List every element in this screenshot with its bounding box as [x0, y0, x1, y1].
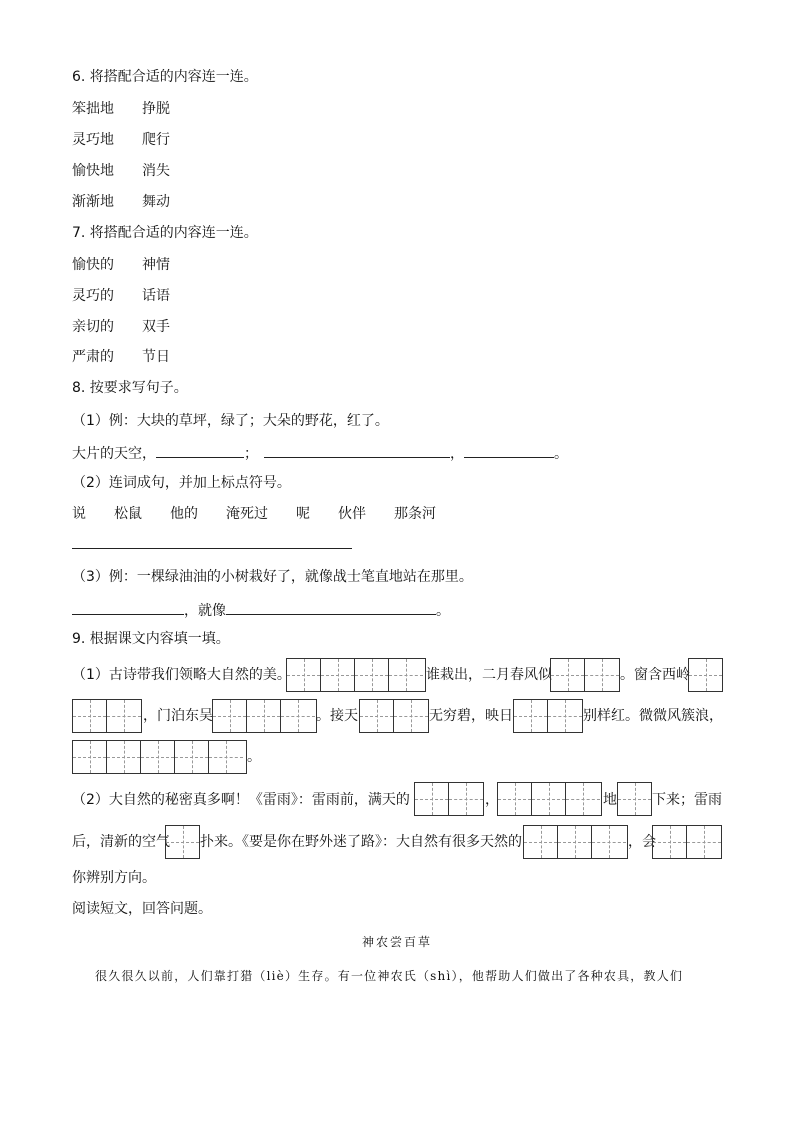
answer-blank[interactable]: [264, 443, 450, 458]
reading-intro: 阅读短文，回答问题。: [72, 901, 212, 917]
q9-text: 下来；雷雨: [652, 792, 722, 808]
char-grid[interactable]: [286, 658, 426, 692]
char-grid[interactable]: [617, 782, 652, 816]
char-grid[interactable]: [72, 740, 247, 774]
q7-pair: [72, 287, 170, 305]
word-chip: 松鼠: [114, 506, 142, 522]
q6-pair: [72, 193, 170, 211]
char-grid[interactable]: [165, 825, 200, 859]
q7-title: 7. 将搭配合适的内容连一连。: [72, 225, 258, 241]
q6-pair: [72, 100, 170, 118]
q9-text: （1）古诗带我们领略大自然的美。: [72, 667, 291, 683]
q6-right: 挣脱: [142, 101, 170, 117]
char-grid[interactable]: [359, 699, 429, 733]
q6-right: 爬行: [142, 132, 170, 148]
q9-text: 。: [247, 749, 261, 765]
q7-right: 节日: [142, 349, 170, 365]
char-grid[interactable]: [513, 699, 583, 733]
q9-text: 谁栽出，二月春风似: [426, 667, 552, 683]
char-grid[interactable]: [212, 699, 317, 733]
q9-text: 无穷碧，映日: [429, 708, 513, 724]
q8-p2-words: [72, 505, 436, 523]
char-grid[interactable]: [523, 825, 628, 859]
q8-p1-answer-line: [72, 443, 568, 463]
word-chip: 那条河: [394, 506, 436, 522]
q9-text: 。窗含西岭: [620, 667, 690, 683]
q8-p3-answer-line: [72, 600, 450, 620]
q6-left: 灵巧地: [72, 132, 114, 148]
q9-text: ，会: [628, 834, 656, 850]
q7-pair: [72, 256, 170, 274]
word-chip: 淹死过: [226, 506, 268, 522]
q8-p1-sep: ；: [244, 446, 258, 462]
q6-right: 舞动: [142, 194, 170, 210]
q9-text: （2）大自然的秘密真多啊！《雷雨》：雷雨前，满天的: [72, 792, 410, 808]
q8-p3-end: 。: [436, 603, 450, 619]
char-grid[interactable]: [688, 658, 723, 692]
q8-title: 8. 按要求写句子。: [72, 380, 188, 396]
reading-paragraph: 很久很久以前，人们靠打猎（liè）生存。有一位神农氏（shì），他帮助人们做出了各种农具，教人们: [95, 969, 684, 983]
q7-pair: [72, 348, 170, 366]
q6-right: 消失: [142, 163, 170, 179]
q9-text: ，: [485, 792, 499, 808]
q7-left: 严肃的: [72, 349, 114, 365]
q9-text: 地: [603, 792, 617, 808]
answer-blank[interactable]: [156, 443, 244, 458]
q6-left: 愉快地: [72, 163, 114, 179]
q7-right: 话语: [142, 288, 170, 304]
q6-pair: [72, 162, 170, 180]
word-chip: 他的: [170, 506, 198, 522]
char-grid[interactable]: [497, 782, 602, 816]
q6-left: 笨拙地: [72, 101, 114, 117]
q8-p1-example: （1）例：大块的草坪，绿了；大朵的野花，红了。: [72, 413, 389, 429]
q8-p1-end: 。: [554, 446, 568, 462]
q8-p1-lead: 大片的天空，: [72, 446, 156, 462]
q9-title: 9. 根据课文内容填一填。: [72, 631, 230, 647]
word-chip: 伙伴: [338, 506, 366, 522]
q7-right: 神情: [142, 257, 170, 273]
char-grid[interactable]: [550, 658, 620, 692]
answer-blank[interactable]: [72, 600, 184, 615]
reading-title: 神农尝百草: [361, 935, 432, 949]
q7-right: 双手: [142, 319, 170, 335]
char-grid[interactable]: [414, 782, 484, 816]
q6-title: 6. 将搭配合适的内容连一连。: [72, 69, 258, 85]
q9-text: ，门泊东吴: [143, 708, 213, 724]
char-grid[interactable]: [652, 825, 722, 859]
q8-p3-mid: ，就像: [184, 603, 226, 619]
q6-left: 渐渐地: [72, 194, 114, 210]
word-chip: 说: [72, 506, 86, 522]
q9-text: 别样红。微微风簇浪，: [583, 708, 723, 724]
q7-left: 灵巧的: [72, 288, 114, 304]
q9-text: 你辨别方向。: [72, 870, 156, 886]
answer-blank[interactable]: [226, 600, 436, 615]
answer-blank[interactable]: [464, 443, 554, 458]
q7-left: 愉快的: [72, 257, 114, 273]
q9-text: 后，清新的空气: [72, 834, 170, 850]
q8-p3-example: （3）例：一棵绿油油的小树栽好了，就像战士笔直地站在那里。: [72, 569, 473, 585]
q6-pair: [72, 131, 170, 149]
q7-left: 亲切的: [72, 319, 114, 335]
q8-p1-sep: ，: [450, 446, 464, 462]
word-chip: 呢: [296, 506, 310, 522]
q8-p2-answer-line[interactable]: [72, 548, 352, 549]
q7-pair: [72, 318, 170, 336]
char-grid[interactable]: [72, 699, 142, 733]
q9-text: 扑来。《要是你在野外迷了路》：大自然有很多天然的: [200, 834, 522, 850]
q8-p2-title: （2）连词成句，并加上标点符号。: [72, 475, 291, 491]
q9-text: 。接天: [316, 708, 358, 724]
